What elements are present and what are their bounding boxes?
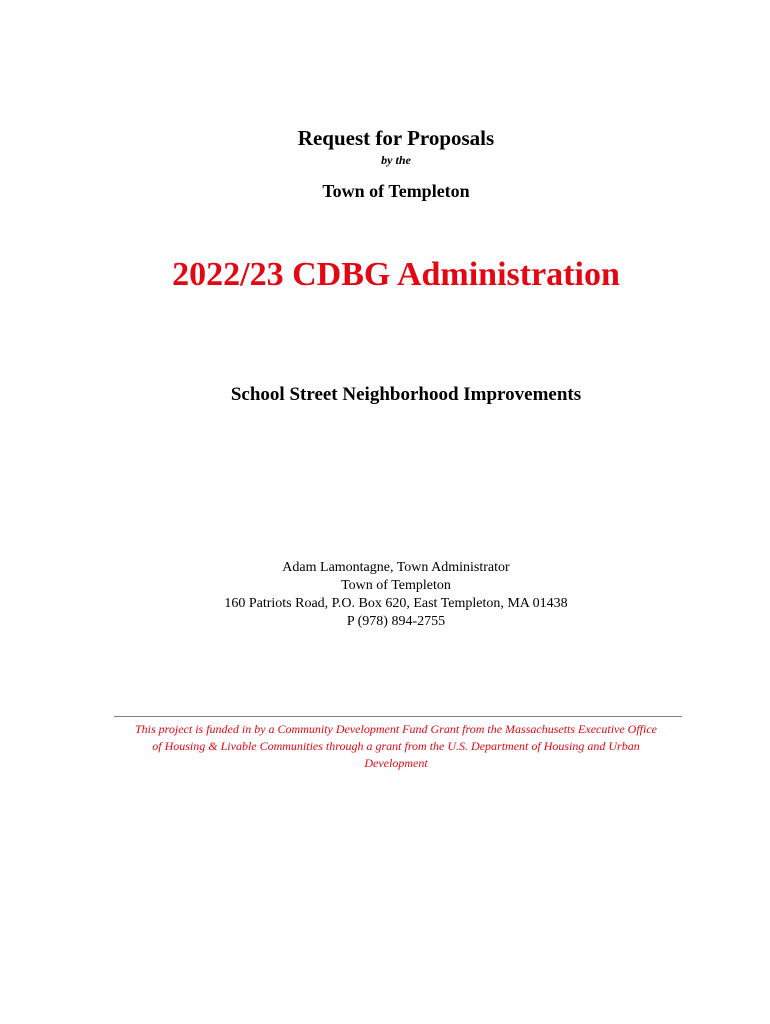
contact-phone: P (978) 894-2755 (346, 614, 446, 629)
funding-note-line-1: This project is funded in by a Community Development Fund Grant from the Massachusetts Executive Office (134, 722, 657, 736)
divider-rule (114, 716, 682, 717)
project-subtitle: School Street Neighborhood Improvements (230, 384, 582, 405)
town-name: Town of Templeton (322, 181, 470, 201)
contact-address: 160 Patriots Road, P.O. Box 620, East Templeton, MA 01438 (224, 596, 568, 611)
contact-organization: Town of Templeton (341, 578, 451, 593)
document-title: Request for Proposals (297, 126, 495, 150)
contact-name: Adam Lamontagne, Town Administrator (282, 560, 510, 575)
contact-block (11, 559, 770, 631)
project-title: 2022/23 CDBG Administration (172, 256, 620, 293)
funding-note-line-3: Development (364, 756, 428, 770)
byline: by the (381, 153, 411, 167)
funding-note (108, 721, 684, 772)
funding-note-line-2: of Housing & Livable Communities through a grant from the U.S. Department of Housing and Urban (152, 739, 640, 753)
